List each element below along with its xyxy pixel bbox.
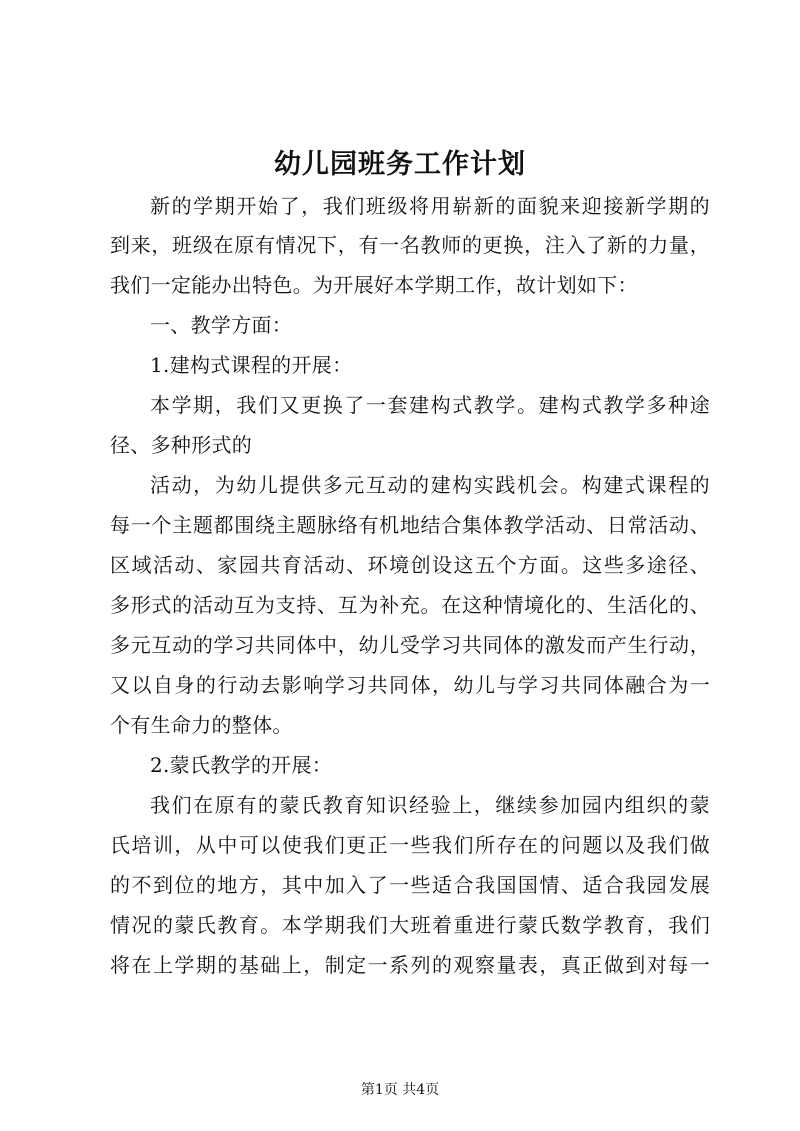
- paragraph-line: 我们在原有的蒙氏教育知识经验上，继续参加园内组织的蒙: [150, 793, 710, 817]
- paragraph-line: 新的学期开始了，我们班级将用崭新的面貌来迎接新学期的: [150, 194, 710, 218]
- paragraph-line: 径、多种形式的: [110, 433, 253, 457]
- paragraph-line: 多元互动的学习共同体中，幼儿受学习共同体的激发而产生行动，: [110, 633, 710, 657]
- page-footer: 第1页 共4页: [360, 1082, 440, 1098]
- paragraph-line: 区域活动、家园共育活动、环境创设这五个方面。这些多途径、: [110, 553, 710, 577]
- paragraph-line: 每一个主题都围绕主题脉络有机地结合集体教学活动、日常活动、: [110, 513, 710, 537]
- paragraph-line: 多形式的活动互为支持、互为补充。在这种情境化的、生活化的、: [110, 593, 710, 617]
- paragraph-line: 个有生命力的整体。: [110, 713, 293, 737]
- paragraph-line: 情况的蒙氏教育。本学期我们大班着重进行蒙氏数学教育，我们: [110, 913, 710, 937]
- paragraph-line: 的不到位的地方，其中加入了一些适合我国国情、适合我园发展: [110, 873, 710, 897]
- paragraph-line: 本学期，我们又更换了一套建构式教学。建构式教学多种途: [150, 393, 710, 417]
- paragraph-line: 将在上学期的基础上，制定一系列的观察量表，真正做到对每一: [110, 953, 710, 977]
- paragraph-line: 我们一定能办出特色。为开展好本学期工作，故计划如下：: [110, 273, 638, 297]
- paragraph-line: 又以自身的行动去影响学习共同体，幼儿与学习共同体融合为一: [110, 673, 710, 697]
- section-heading: 一、教学方面：: [150, 313, 293, 337]
- document-title: 幼儿园班务工作计划: [274, 149, 526, 180]
- paragraph-line: 活动，为幼儿提供多元互动的建构实践机会。构建式课程的: [150, 473, 710, 497]
- subsection-heading: 1.建构式课程的开展：: [150, 353, 353, 377]
- paragraph-line: 到来，班级在原有情况下，有一名教师的更换，注入了新的力量，: [110, 233, 710, 257]
- paragraph-line: 氏培训，从中可以使我们更正一些我们所存在的问题以及我们做: [110, 833, 710, 857]
- subsection-heading: 2.蒙氏教学的开展：: [150, 753, 333, 777]
